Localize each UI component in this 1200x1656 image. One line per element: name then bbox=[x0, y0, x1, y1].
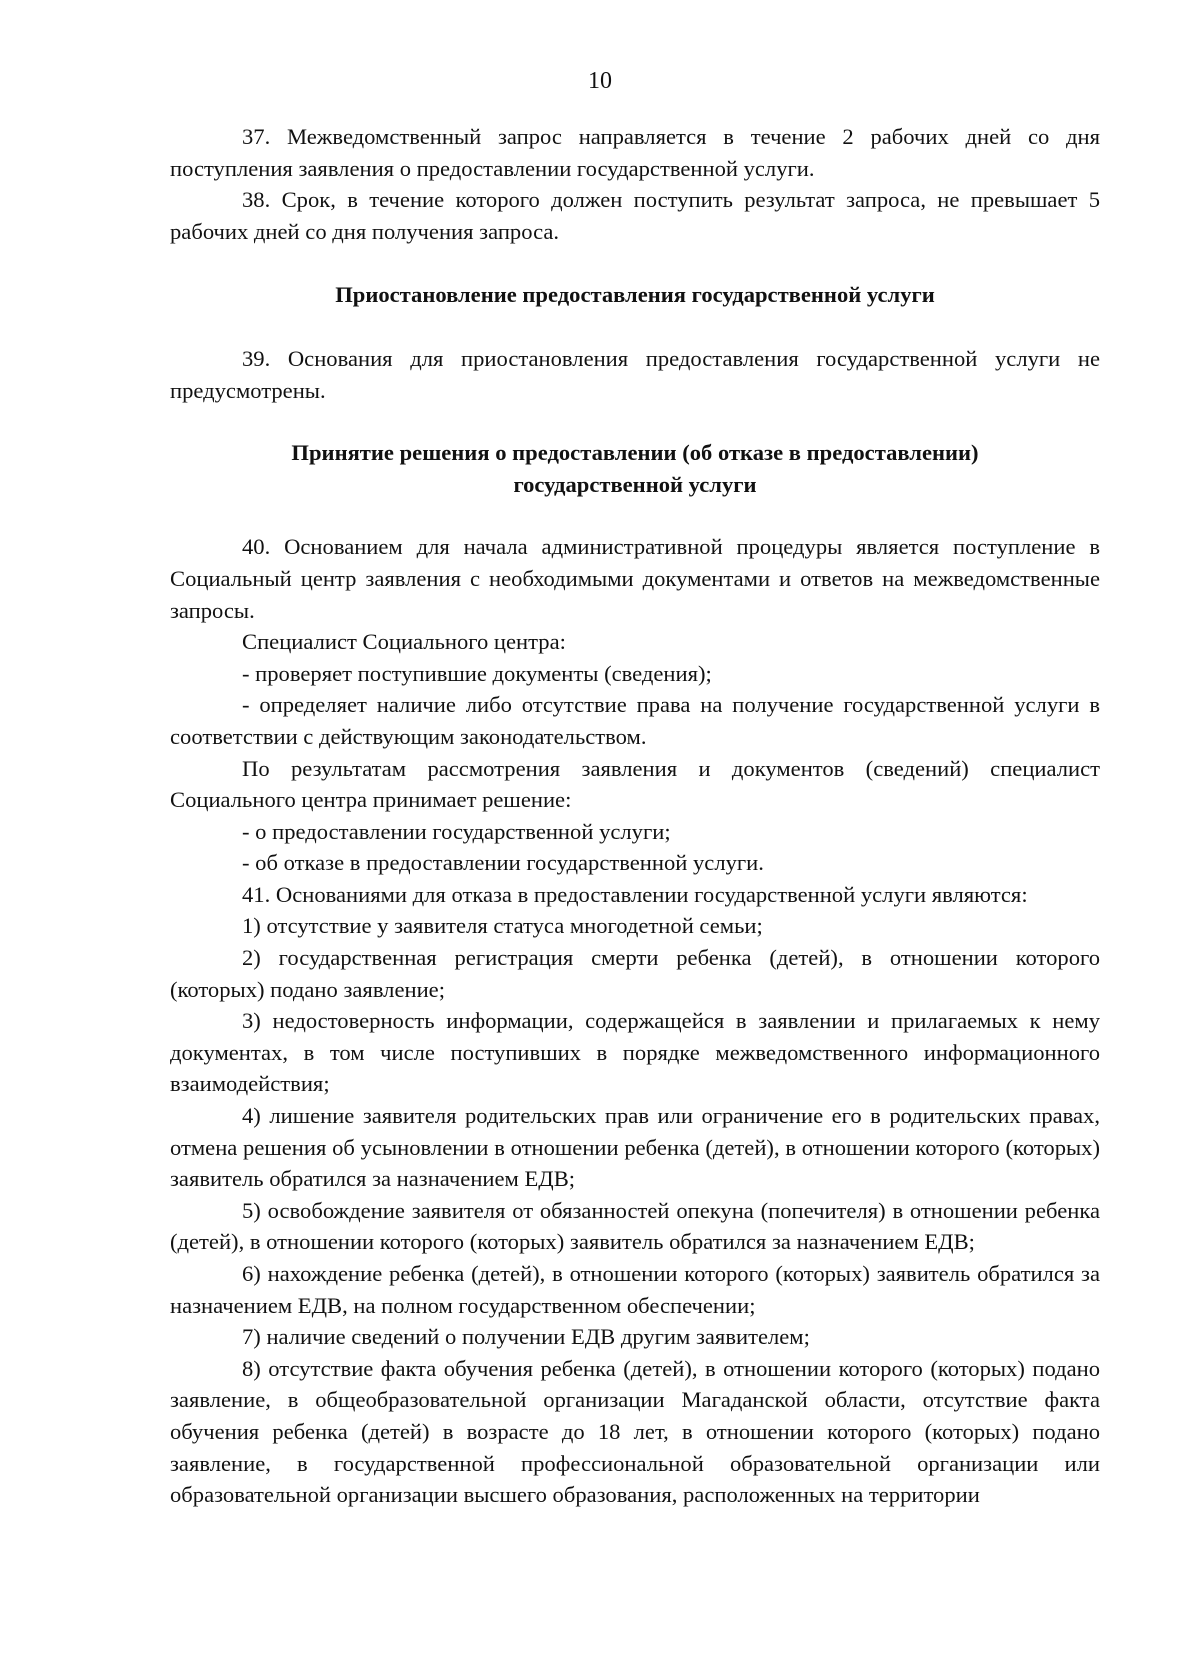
spacer bbox=[170, 311, 1100, 343]
paragraph-41-item-5: 5) освобождение заявителя от обязанностей опекуна (попечителя) в отношении ребенка (детей), в отношении которого (которых) заявитель обратился за назначением ЕДВ; bbox=[170, 1197, 1100, 1255]
spacer bbox=[170, 500, 1100, 531]
paragraph-40-refuse: - об отказе в предоставлении государственной услуги. bbox=[242, 850, 764, 876]
paragraph-40-specialist: Специалист Социального центра: bbox=[242, 629, 566, 655]
paragraph-40-determine: - определяет наличие либо отсутствие права на получение государственной услуги в соответствии с действующим законодательством. bbox=[170, 692, 1100, 749]
spacer bbox=[170, 406, 1100, 437]
heading-decision-line-1: Принятие решения о предоставлении (об отказе в предоставлении) bbox=[291, 440, 979, 466]
paragraph-41-item-7: 7) наличие сведений о получении ЕДВ другим заявителем; bbox=[242, 1324, 810, 1350]
heading-suspension: Приостановление предоставления государственной услуги bbox=[335, 282, 935, 308]
paragraph-40-grant: - о предоставлении государственной услуги; bbox=[242, 818, 671, 844]
paragraph-41-item-1: 1) отсутствие у заявителя статуса многодетной семьи; bbox=[242, 913, 763, 939]
paragraph-41-item-3: 3) недостоверность информации, содержащейся в заявлении и прилагаемых к нему документах, в том числе поступивших в порядке межведомственного информационного взаимодействия; bbox=[170, 1008, 1100, 1097]
paragraph-40-check: - проверяет поступившие документы (сведения); bbox=[242, 660, 712, 686]
heading-decision-line-2: государственной услуги bbox=[513, 471, 757, 497]
paragraph-41-item-6: 6) нахождение ребенка (детей), в отношении которого (которых) заявитель обратился за назначением ЕДВ, на полном государственном обеспечении; bbox=[170, 1261, 1100, 1318]
paragraph-41: 41. Основаниями для отказа в предоставлении государственной услуги являются: bbox=[242, 881, 1028, 907]
paragraph-39: 39. Основания для приостановления предоставления государственной услуги не предусмотрены. bbox=[170, 345, 1100, 403]
paragraph-40-results: По результатам рассмотрения заявления и документов (сведений) специалист Социального центра принимает решение: bbox=[170, 755, 1100, 813]
paragraph-38: 38. Срок, в течение которого должен поступить результат запроса, не превышает 5 рабочих дней со дня получения запроса. bbox=[170, 187, 1100, 244]
document-body bbox=[170, 121, 1100, 1511]
paragraph-40: 40. Основанием для начала административной процедуры является поступление в Социальный центр заявления с необходимыми документами и ответов на межведомственные запросы. bbox=[170, 534, 1100, 623]
paragraph-41-item-4: 4) лишение заявителя родительских прав или ограничение его в родительских правах, отмена решения об усыновлении в отношении ребенка (детей), в отношении которого (которых) заявитель обратился за назначением ЕДВ; bbox=[170, 1103, 1100, 1192]
paragraph-41-item-8: 8) отсутствие факта обучения ребенка (детей), в отношении которого (которых) подано заявление, в общеобразовательной организации Магаданской области, отсутствие факта обучения ребенка (детей) в возрасте до 18 лет, в отношении которого (которых) подано заявление, в государственной профессиональной образовательной организации или образовательной организации высшего образования, расположенных на территории bbox=[170, 1355, 1100, 1508]
paragraph-37: 37. Межведомственный запрос направляется в течение 2 рабочих дней со дня поступления заявления о предоставлении государственной услуги. bbox=[170, 124, 1100, 181]
paragraph-41-item-2: 2) государственная регистрация смерти ребенка (детей), в отношении которого (которых) подано заявление; bbox=[170, 945, 1100, 1002]
spacer bbox=[170, 247, 1100, 279]
page-number: 10 bbox=[588, 68, 612, 94]
